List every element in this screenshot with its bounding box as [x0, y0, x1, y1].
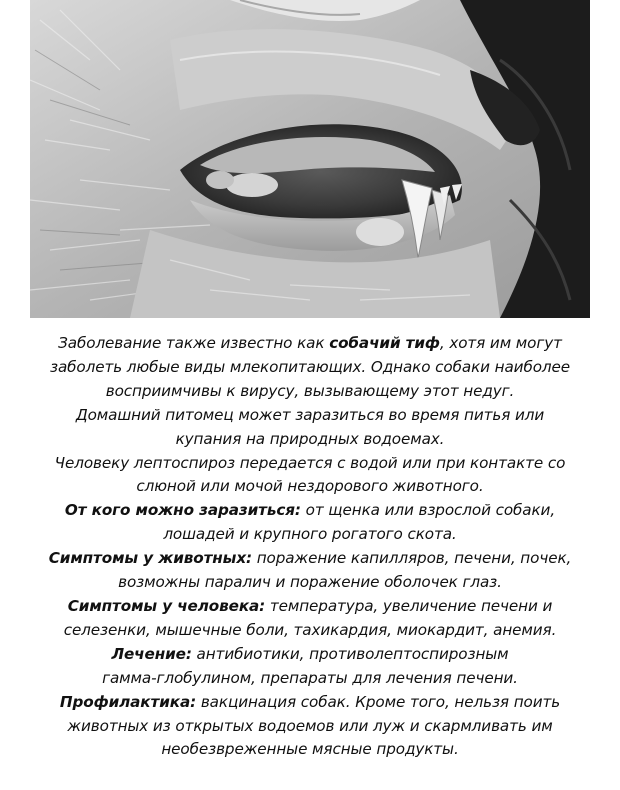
text-line: гамма-глобулином, препараты для лечения печени.	[102, 668, 518, 687]
text-line: купания на природных водоемах.	[175, 429, 445, 448]
text-line: Профилактика: вакцинация собак. Кроме того, нельзя поить	[59, 692, 561, 711]
cat-mouth-photo	[30, 0, 590, 318]
text-line: животных из открытых водоемов или луж и скармливать им	[67, 716, 553, 735]
text-line: От кого можно заразиться: от щенка или взрослой собаки,	[64, 501, 556, 520]
section-heading: Симптомы у животных:	[48, 549, 252, 568]
photo-illustration	[30, 0, 590, 318]
article-text	[26, 332, 594, 762]
section-heading: Симптомы у человека:	[67, 596, 266, 615]
text-line: Симптомы у человека: температура, увеличение печени и	[67, 596, 553, 615]
text-line: Заболевание также известно как собачий тиф, хотя им могут	[58, 334, 562, 352]
text-line: Симптомы у животных: поражение капилляров, печени, почек,	[48, 549, 572, 568]
text-line: Лечение: антибиотики, противолептоспирозным	[111, 644, 509, 663]
bold-term: собачий тиф	[329, 334, 440, 352]
section-heading: Профилактика:	[59, 692, 197, 711]
text-line: Домашний питомец может заразиться во время питья или	[75, 405, 545, 424]
section-heading: Лечение:	[111, 644, 192, 663]
text-line: селезенки, мышечные боли, тахикардия, миокардит, анемия.	[63, 620, 557, 639]
text-line: заболеть любые виды млекопитающих. Однако собаки наиболее	[49, 357, 571, 376]
text-line: возможны паралич и поражение оболочек глаз.	[118, 573, 502, 592]
text-line: необезвреженные мясные продукты.	[161, 740, 459, 759]
text-line: слюной или мочой нездорового животного.	[136, 477, 484, 496]
text-line: лошадей и крупного рогатого скота.	[163, 525, 457, 544]
text-line: восприимчивы к вирусу, вызывающему этот недуг.	[105, 381, 515, 400]
section-heading: От кого можно заразиться:	[64, 501, 301, 520]
text-line: Человеку лептоспироз передается с водой или при контакте со	[54, 453, 566, 472]
